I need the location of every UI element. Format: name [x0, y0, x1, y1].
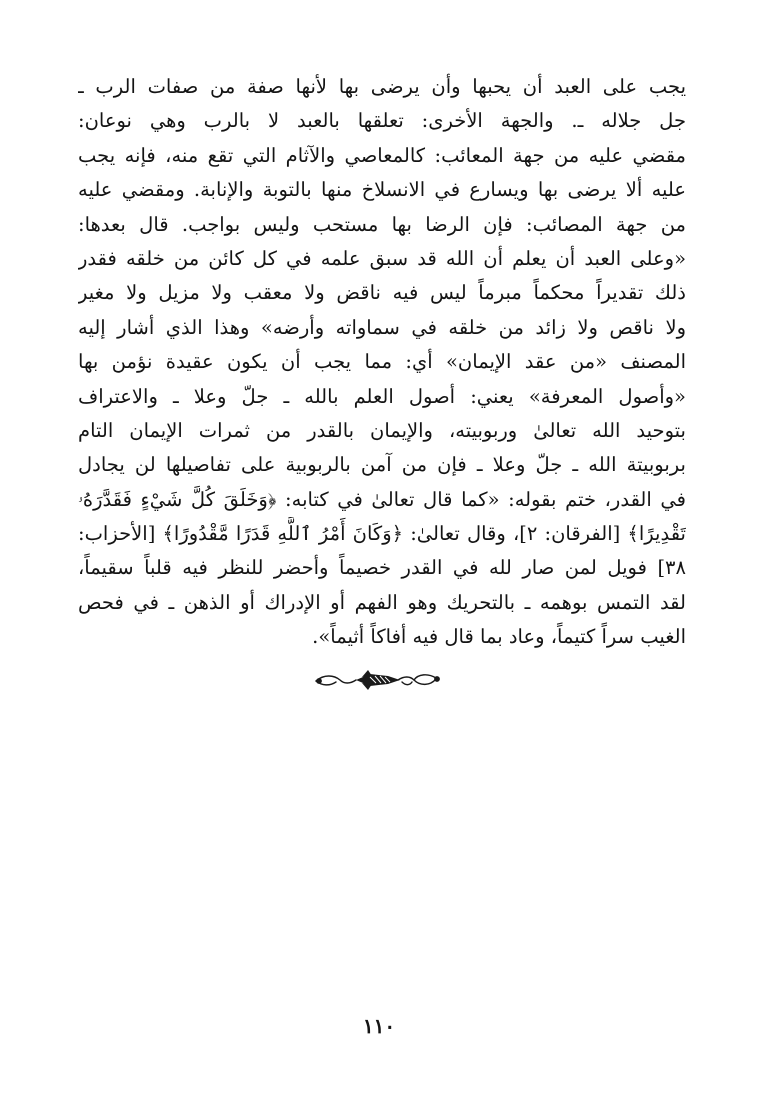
- text-line-8: ولا ناقص ولا زائد من خلقه في سماواته وأرضه» وهذا الذي أشار إليه: [78, 315, 686, 339]
- page-number: ١١٠: [362, 1014, 396, 1038]
- text-line-6: «وعلى العبد أن يعلم أن الله قد سبق علمه في كل كائن من خلقه فقدر: [78, 246, 686, 270]
- text-line-7: ذلك تقديراً محكماً مبرماً ليس فيه ناقض ولا معقب ولا مزيل ولا مغير: [78, 281, 686, 305]
- text-line-17: الغيب سراً كتيماً، وعاد بما قال فيه أفاكاً أثيماً».: [312, 625, 686, 649]
- body-text: [78, 70, 686, 655]
- text-line-5: من جهة المصائب: فإن الرضا بها مستحب وليس بواجب. قال بعدها:: [78, 212, 686, 236]
- text-line-10: «وأصول المعرفة» يعني: أصول العلم بالله ـ جلّ وعلا ـ والاعتراف: [78, 384, 686, 408]
- text-line-2: جل جلاله ـ. والجهة الأخرى: تعلقها بالعبد لا بالرب وهي نوعان:: [78, 109, 686, 133]
- text-line-11: بتوحيد الله تعالىٰ وربوبيته، والإيمان بالقدر من ثمرات الإيمان التام: [78, 418, 686, 442]
- ornament-divider: [310, 666, 445, 694]
- text-line-3: مقضي عليه من جهة المعائب: كالمعاصي والآثام التي تقع منه، فإنه يجب: [78, 143, 686, 167]
- text-line-1: يجب على العبد أن يحبها وأن يرضى بها لأنها صفة من صفات الرب ـ: [78, 75, 686, 98]
- text-line-14: تَقْدِيرًا﴾ [الفرقان: ٢]، وقال تعالىٰ: ﴿وَكَانَ أَمْرُ ٱللَّهِ قَدَرًا مَّقْدُورًا﴾ [الأحزاب:: [78, 522, 686, 546]
- text-line-15: ٣٨] فويل لمن صار لله في القدر خصيماً وأحضر للنظر فيه قلباً سقيماً،: [78, 556, 686, 580]
- text-line-13: في القدر، ختم بقوله: «كما قال تعالىٰ في كتابه: ﴿وَخَلَقَ كُلَّ شَيْءٍ فَقَدَّرَهُۥ: [78, 487, 686, 511]
- text-line-9: المصنف «من عقد الإيمان» أي: مما يجب أن يكون عقيدة نؤمن بها: [78, 350, 686, 374]
- text-line-16: لقد التمس بوهمه ـ بالتحريك وهو الفهم أو الإدراك أو الذهن ـ في فحص: [78, 590, 686, 614]
- text-line-4: عليه ألا يرضى بها ويسارع في الانسلاخ منها بالتوبة والإنابة. ومقضي عليه: [78, 178, 686, 202]
- text-line-12: بربوبيتة الله ـ جلّ وعلا ـ فإن من آمن بالربوبية على تفاصيلها لن يجادل: [78, 453, 686, 477]
